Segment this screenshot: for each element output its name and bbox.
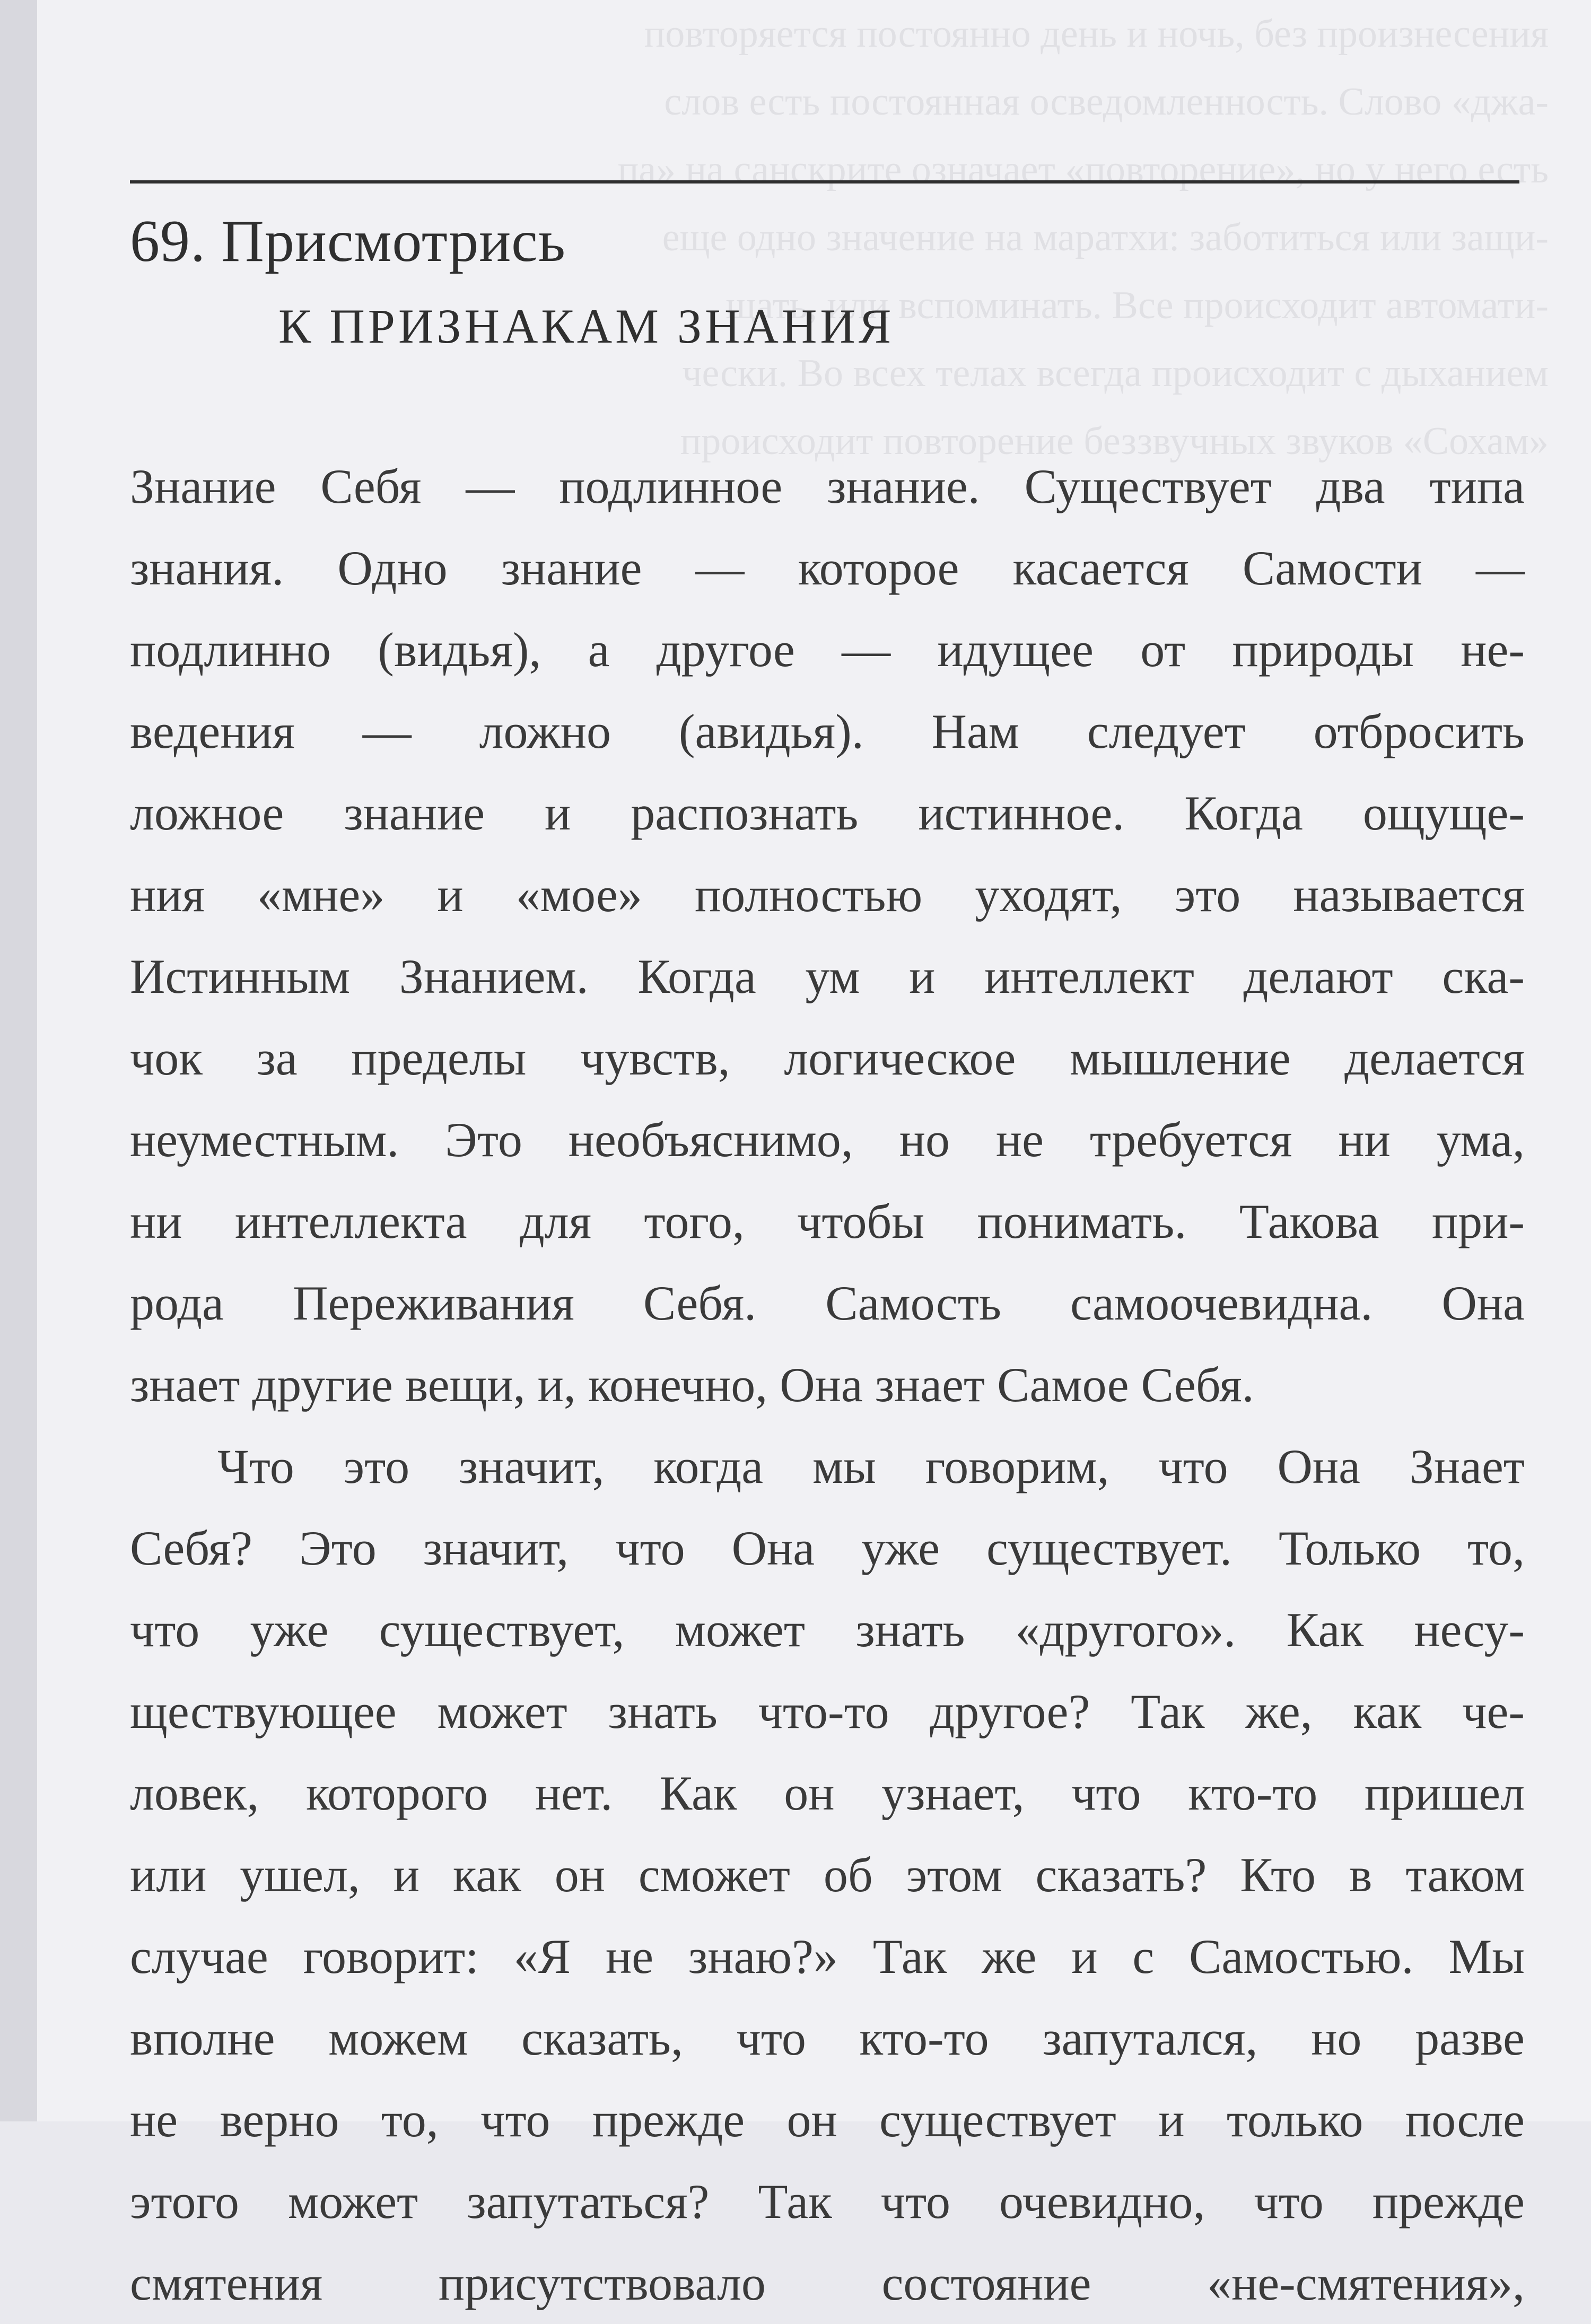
text-line: чок за пределы чувств, логическое мышление делается [130,1031,1525,1085]
text-line: подлинно (видья), а другое — идущее от природы не- [130,623,1525,677]
text-line: знания. Одно знание — которое касается Самости — [130,541,1525,595]
bleed-line: па» на санскрите означает «повторение», но у него есть [617,148,1549,191]
text-line: что уже существует, может знать «другого». Как несу- [130,1603,1525,1657]
bleed-line: еще одно значение на маратхи: заботиться или защи- [662,216,1549,259]
text-line: Что это значит, когда мы говорим, что Она Знает [217,1439,1525,1493]
body-text [130,445,1525,2324]
text-line: Себя? Это значит, что Она уже существует. Только то, [130,1521,1525,1575]
text-line: рода Переживания Себя. Самость самоочевидна. Она [130,1276,1525,1330]
bleed-line: щать, или вспоминать. Все происходит автомати- [725,284,1549,327]
text-line: Знание Себя — подлинное знание. Существует два типа [130,459,1525,513]
text-line: ществующее может знать что-то другое? Так же, как че- [130,1684,1525,1738]
text-line: неуместным. Это необъяснимо, но не требуется ни ума, [130,1113,1525,1167]
text-line: смятения присутствовало состояние «не-смятения», [130,2256,1525,2310]
text-line: Истинным Знанием. Когда ум и интеллект делают ска- [130,949,1525,1003]
chapter-subtitle: К ПРИЗНАКАМ ЗНАНИЯ [278,299,895,353]
page-gutter [0,0,37,2121]
text-line: ложное знание и распознать истинное. Когда ощуще- [130,786,1525,840]
section-rule [130,180,1519,184]
text-line: не верно то, что прежде он существует и только после [130,2093,1525,2147]
book-page [37,0,1591,2310]
text-line: ни интеллекта для того, чтобы понимать. Такова при- [130,1194,1525,1248]
text-line: знает другие вещи, и, конечно, Она знает Самое Себя. [130,1358,1254,1412]
text-line: или ушел, и как он сможет об этом сказать? Кто в таком [130,1848,1525,1902]
bleed-line: слов есть постоянная осведомленность. Слово «джа- [664,80,1549,124]
bleed-line: чески. Во всех телах всегда происходит с дыханием [682,352,1549,395]
text-line: ловек, которого нет. Как он узнает, что кто-то пришел [130,1766,1525,1820]
text-line: вполне можем сказать, что кто-то запутался, но разве [130,2011,1525,2065]
chapter-title: 69. Присмотрись [130,208,566,274]
text-line: ведения — ложно (авидья). Нам следует отбросить [130,704,1525,758]
text-line: ния «мне» и «мое» полностью уходят, это называется [130,868,1525,922]
text-line: этого может запутаться? Так что очевидно, что прежде [130,2174,1525,2229]
bleed-line: происходит повторение беззвучных звуков «Сохам» [680,420,1549,463]
bleed-line: повторяется постоянно день и ночь, без произнесения [644,12,1549,56]
text-line: случае говорит: «Я не знаю?» Так же и с Самостью. Мы [130,1929,1525,1984]
